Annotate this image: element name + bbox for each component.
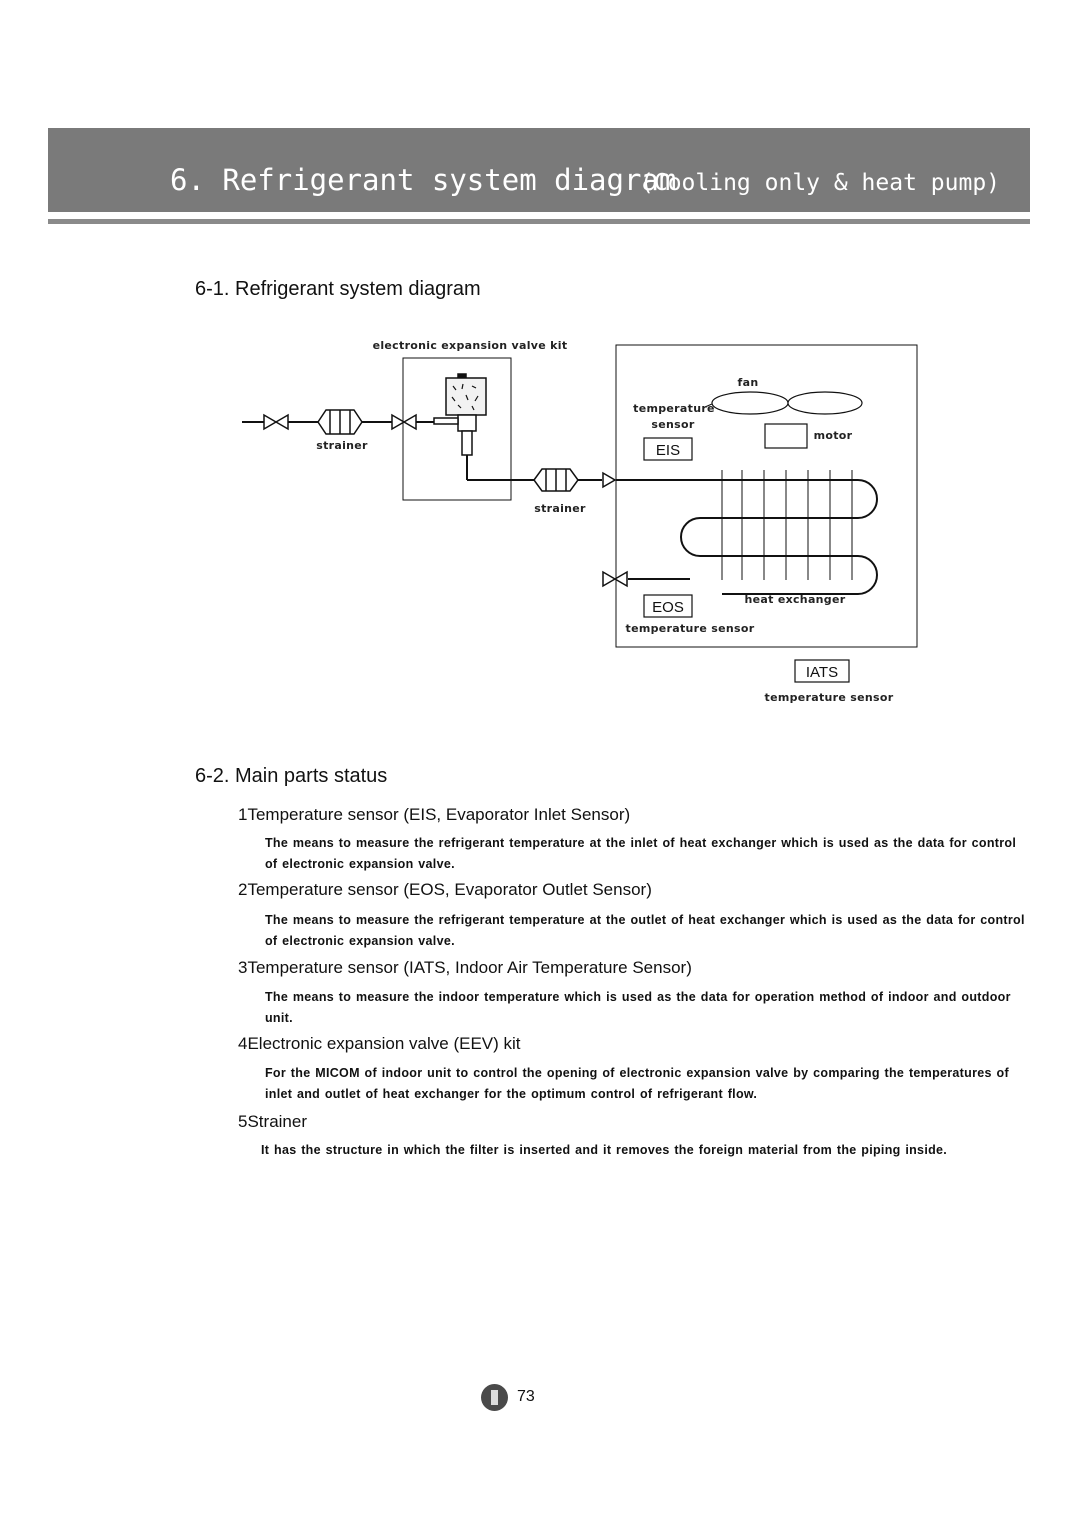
- item-title: Electronic expansion valve (EEV) kit: [247, 1034, 521, 1053]
- item-heading-eis: [238, 805, 630, 825]
- chapter-marker-icon: [481, 1384, 508, 1411]
- item-title: Temperature sensor (IATS, Indoor Air Temperature Sensor): [247, 958, 692, 977]
- item-number: 1: [238, 805, 248, 824]
- item-heading-eev: [238, 1034, 521, 1054]
- valve-outlet: [603, 572, 627, 586]
- eis-tag: EIS: [655, 442, 681, 459]
- item-title: Strainer: [247, 1112, 307, 1131]
- page-number: 73: [517, 1388, 535, 1405]
- sensor-label: sensor: [651, 418, 695, 431]
- item-body-eis: The means to measure the refrigerant temperature at the inlet of heat exchanger which is used as the data for control of electronic expansion valve.: [265, 836, 1017, 871]
- strainer-mid: [534, 469, 578, 491]
- item-number: 2: [238, 880, 248, 899]
- iats-tag: IATS: [805, 664, 839, 681]
- item-number: 4: [238, 1034, 248, 1053]
- heat-exchanger-coil: [681, 480, 877, 594]
- item-number: 5: [238, 1112, 248, 1131]
- strainer-left-label: strainer: [316, 439, 368, 452]
- item-body-strainer: It has the structure in which the filter is inserted and it removes the foreign material from the piping inside.: [261, 1143, 948, 1157]
- eos-tag: EOS: [652, 599, 684, 616]
- temperature-label: temperature: [633, 402, 715, 415]
- iats-sensor-label: temperature sensor: [764, 691, 894, 704]
- section-heading-parts: 6-2. Main parts status: [195, 765, 388, 787]
- valve-mid: [392, 415, 416, 429]
- item-heading-strainer: [238, 1112, 307, 1132]
- heat-exchanger-label: heat exchanger: [744, 593, 846, 606]
- motor-box: [765, 424, 807, 448]
- expansion-valve: [434, 374, 486, 455]
- page-title: 6. Refrigerant system diagram: [170, 163, 677, 197]
- refrigerant-system-diagram: [0, 0, 1080, 720]
- check-valve-inlet: [603, 473, 615, 487]
- eev-kit-label: electronic expansion valve kit: [372, 339, 568, 352]
- fan-blade-right: [788, 392, 862, 414]
- item-body-eev: For the MICOM of indoor unit to control the opening of electronic expansion valve by comparing the temperatures of inlet and outlet of heat exchanger for the optimum control of refrigerant flow.: [265, 1066, 1009, 1101]
- section-heading-diagram: 6-1. Refrigerant system diagram: [195, 278, 481, 300]
- item-heading-iats: [238, 958, 692, 978]
- item-title: Temperature sensor (EIS, Evaporator Inlet Sensor): [247, 805, 631, 824]
- valve-left: [264, 415, 288, 429]
- page-subtitle: (Cooling only & heat pump): [640, 170, 1001, 196]
- strainer-left: [318, 410, 362, 434]
- fan-blade-left: [712, 392, 788, 414]
- eos-sensor-label: temperature sensor: [625, 622, 755, 635]
- item-heading-eos: [238, 880, 652, 900]
- motor-label: motor: [813, 429, 853, 442]
- item-number: 3: [238, 958, 248, 977]
- item-title: Temperature sensor (EOS, Evaporator Outlet Sensor): [247, 880, 652, 899]
- strainer-mid-label: strainer: [534, 502, 586, 515]
- item-body-eos: The means to measure the refrigerant temperature at the outlet of heat exchanger which is used as the data for control of electronic expansion valve.: [265, 913, 1025, 948]
- fan-label: fan: [737, 376, 759, 389]
- item-body-iats: The means to measure the indoor temperature which is used as the data for operation method of indoor and outdoor unit.: [265, 990, 1011, 1025]
